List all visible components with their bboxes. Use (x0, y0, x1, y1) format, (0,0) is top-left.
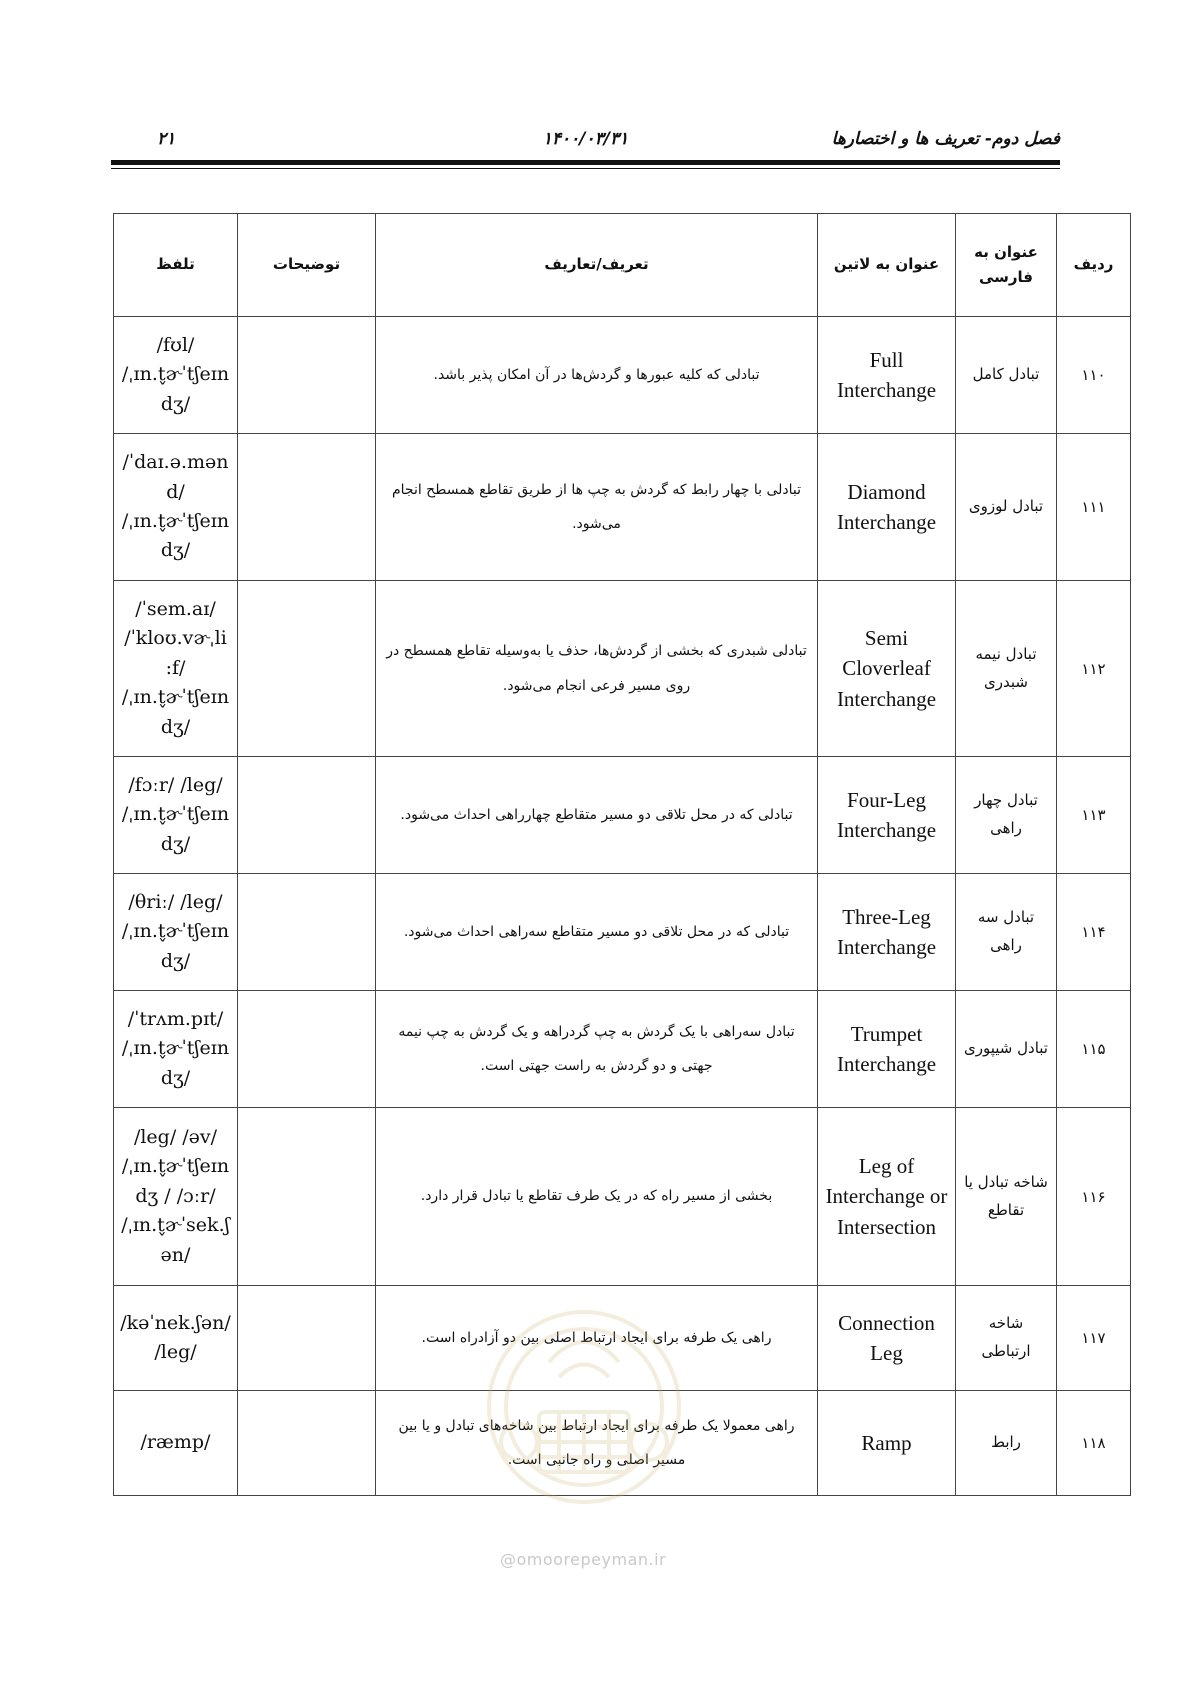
latin-title-cell: Connection Leg (818, 1286, 956, 1391)
pronunciation-cell: /leg/ /əv/ /ˌɪn.t̬ɚˈtʃeɪn dʒ / /ɔːr/ /ˌɪn.t̬ɚˈsek.ʃ ən/ (114, 1108, 238, 1286)
row-number-cell: ۱۱۶ (1057, 1108, 1131, 1286)
column-header-definition: تعریف/تعاریف (376, 214, 818, 317)
persian-title-cell: شاخه ارتباطی (956, 1286, 1057, 1391)
notes-cell (238, 757, 376, 874)
latin-title-cell: Four-Leg Interchange (818, 757, 956, 874)
page-header (111, 125, 1060, 155)
latin-title-cell: Semi Cloverleaf Interchange (818, 581, 956, 757)
chapter-title: فصل دوم- تعریف ها و اختصارها (831, 129, 1060, 149)
column-header-pronunciation: تلفظ (114, 214, 238, 317)
latin-title-cell: Leg of Interchange or Intersection (818, 1108, 956, 1286)
table-row (114, 317, 1131, 434)
pronunciation-cell: /fɔːr/ /leg/ /ˌɪn.t̬ɚˈtʃeɪn dʒ/ (114, 757, 238, 874)
pronunciation-cell: /ræmp/ (114, 1391, 238, 1496)
latin-title-cell: Trumpet Interchange (818, 991, 956, 1108)
row-number-cell: ۱۱۵ (1057, 991, 1131, 1108)
table-row (114, 581, 1131, 757)
persian-title-cell: تبادل شیپوری (956, 991, 1057, 1108)
table-row (114, 757, 1131, 874)
column-header-persian-title: عنوان به فارسی (956, 214, 1057, 317)
notes-cell (238, 1108, 376, 1286)
definition-cell: بخشی از مسیر راه که در یک طرف تقاطع یا تبادل قرار دارد. (376, 1108, 818, 1286)
notes-cell (238, 874, 376, 991)
watermark-url: @omoorepeyman.ir (500, 1550, 667, 1569)
pronunciation-cell: /ˈtrʌm.pɪt/ /ˌɪn.t̬ɚˈtʃeɪn dʒ/ (114, 991, 238, 1108)
definition-cell: تبادلی با چهار رابط که گردش به چپ ها از طریق تقاطع همسطح انجام می‌شود. (376, 434, 818, 581)
watermark-seal-logo (479, 1302, 689, 1542)
row-number-cell: ۱۱۴ (1057, 874, 1131, 991)
persian-title-cell: تبادل نیمه شبدری (956, 581, 1057, 757)
definition-cell: راهی معمولا یک طرفه برای ایجاد ارتباط بین شاخه‌های تبادل و یا بین مسیر اصلی و راه جانبی است. (376, 1391, 818, 1496)
document-date: ۱۴۰۰/۰۳/۳۱ (542, 129, 629, 149)
latin-title-cell: Diamond Interchange (818, 434, 956, 581)
persian-title-cell: تبادل سه راهی (956, 874, 1057, 991)
column-header-notes: توضیحات (238, 214, 376, 317)
column-header-row-number: ردیف (1057, 214, 1131, 317)
notes-cell (238, 434, 376, 581)
notes-cell (238, 991, 376, 1108)
notes-cell (238, 581, 376, 757)
table-row (114, 1108, 1131, 1286)
notes-cell (238, 317, 376, 434)
table-row (114, 991, 1131, 1108)
notes-cell (238, 1391, 376, 1496)
pronunciation-cell: /θriː/ /leg/ /ˌɪn.t̬ɚˈtʃeɪn dʒ/ (114, 874, 238, 991)
pronunciation-cell: /kəˈnek.ʃən/ /leg/ (114, 1286, 238, 1391)
table-row (114, 434, 1131, 581)
row-number-cell: ۱۱۳ (1057, 757, 1131, 874)
row-number-cell: ۱۱۰ (1057, 317, 1131, 434)
definition-cell: تبادل سه‌راهی با یک گردش به چپ گردراهه و یک گردش به چپ نیمه جهتی و دو گردش به راست جهتی است. (376, 991, 818, 1108)
persian-title-cell: تبادل کامل (956, 317, 1057, 434)
row-number-cell: ۱۱۷ (1057, 1286, 1131, 1391)
table-header-row (114, 214, 1131, 317)
table-row (114, 874, 1131, 991)
header-rule-thin (111, 168, 1060, 169)
pronunciation-cell: /ˈsem.aɪ/ /ˈkloʊ.vɚˌli :f/ /ˌɪn.t̬ɚˈtʃeɪn dʒ/ (114, 581, 238, 757)
definition-cell: تبادلی که کلیه عبورها و گردش‌ها در آن امکان پذیر باشد. (376, 317, 818, 434)
row-number-cell: ۱۱۸ (1057, 1391, 1131, 1496)
page-number: ۲۱ (157, 129, 176, 149)
column-header-latin-title: عنوان به لاتین (818, 214, 956, 317)
latin-title-cell: Full Interchange (818, 317, 956, 434)
definition-cell: راهی یک طرفه برای ایجاد ارتباط اصلی بین دو آزادراه است. (376, 1286, 818, 1391)
row-number-cell: ۱۱۱ (1057, 434, 1131, 581)
pronunciation-cell: /fʊl/ /ˌɪn.t̬ɚˈtʃeɪn dʒ/ (114, 317, 238, 434)
persian-title-cell: رابط (956, 1391, 1057, 1496)
persian-title-cell: تبادل چهار راهی (956, 757, 1057, 874)
row-number-cell: ۱۱۲ (1057, 581, 1131, 757)
definition-cell: تبادلی که در محل تلاقی دو مسیر متقاطع چهارراهی احداث می‌شود. (376, 757, 818, 874)
header-rule-thick (111, 160, 1060, 165)
pronunciation-cell: /ˈdaɪ.ə.mən d/ /ˌɪn.t̬ɚˈtʃeɪn dʒ/ (114, 434, 238, 581)
persian-title-cell: تبادل لوزوی (956, 434, 1057, 581)
definition-cell: تبادلی شبدری که بخشی از گردش‌ها، حذف یا به‌وسیله تقاطع همسطح در روی مسیر فرعی انجام می‌شود. (376, 581, 818, 757)
persian-title-cell: شاخه تبادل یا تقاطع (956, 1108, 1057, 1286)
latin-title-cell: Three-Leg Interchange (818, 874, 956, 991)
latin-title-cell: Ramp (818, 1391, 956, 1496)
definition-cell: تبادلی که در محل تلاقی دو مسیر متقاطع سه‌راهی احداث می‌شود. (376, 874, 818, 991)
notes-cell (238, 1286, 376, 1391)
